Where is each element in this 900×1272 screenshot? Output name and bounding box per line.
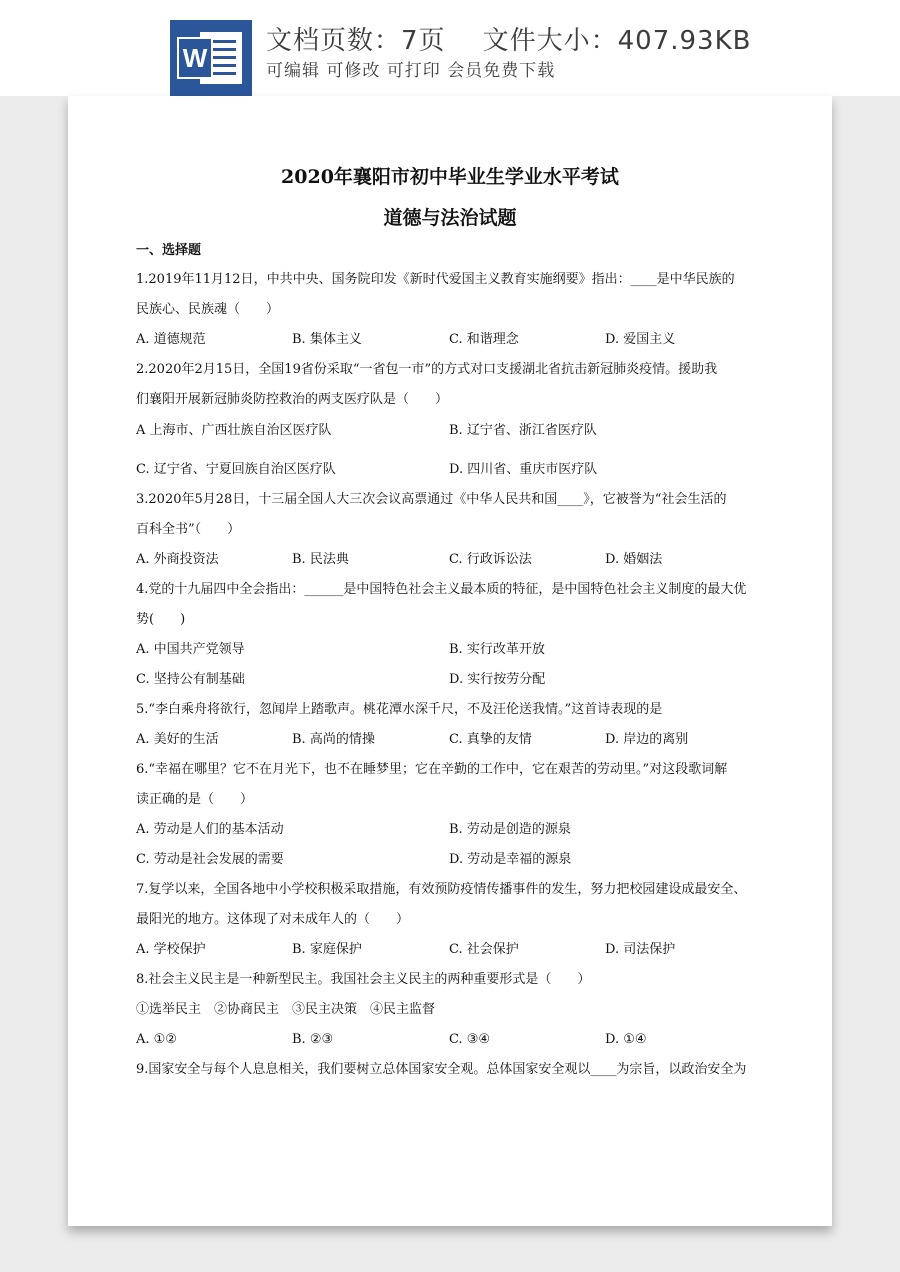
q2-option-a: A 上海市、广西壮族自治区医疗队 (136, 423, 332, 438)
q6-option-b: B. 劳动是创造的源泉 (449, 822, 571, 837)
question-6-line-2: 读正确的是（ ） (136, 792, 254, 807)
q7-option-a: A. 学校保护 (136, 942, 206, 957)
q8-option-a: A. ①② (136, 1032, 177, 1047)
question-4-line-1: 4.党的十九届四中全会指出：______是中国特色社会主义最本质的特征，是中国特色社会主义制度的最大优 (136, 582, 747, 597)
q8-option-c: C. ③④ (449, 1032, 491, 1047)
question-8-line-2: ①选举民主 ②协商民主 ③民主决策 ④民主监督 (136, 1002, 436, 1017)
q8-option-b: B. ②③ (292, 1032, 334, 1047)
question-9-line-1: 9.国家安全与每个人息息相关，我们要树立总体国家安全观。总体国家安全观以____为宗旨，以政治安全为 (136, 1062, 747, 1077)
q3-option-a: A. 外商投资法 (136, 552, 219, 567)
q8-option-d: D. ①④ (605, 1032, 647, 1047)
q1-option-b: B. 集体主义 (292, 332, 362, 347)
section-heading: 一、选择题 (136, 243, 202, 258)
question-6-line-1: 6.“幸福在哪里？它不在月光下，也不在睡梦里；它在辛勤的工作中，它在艰苦的劳动里。”对这段歌词解 (136, 762, 728, 777)
question-2-line-1: 2.2020年2月15日，全国19省份采取“一省包一市”的方式对口支援湖北省抗击新冠肺炎疫情。援助我 (136, 362, 718, 377)
q3-option-c: C. 行政诉讼法 (449, 552, 532, 567)
download-banner (0, 0, 900, 96)
question-5-line-1: 5.“李白乘舟将欲行，忽闻岸上踏歌声。桃花潭水深千尺，不及汪伦送我情。”这首诗表现的是 (136, 702, 663, 717)
q1-option-a: A. 道德规范 (136, 332, 206, 347)
q2-option-b: B. 辽宁省、浙江省医疗队 (449, 423, 597, 438)
question-7-line-1: 7.复学以来，全国各地中小学校积极采取措施，有效预防疫情传播事件的发生，努力把校园建设成最安全、 (136, 882, 747, 897)
question-3-line-1: 3.2020年5月28日，十三届全国人大三次会议高票通过《中华人民共和国____》，它被誉为“社会生活的 (136, 492, 727, 507)
q4-option-d: D. 实行按劳分配 (449, 672, 546, 687)
feature-line: 可编辑 可修改 可打印 会员免费下载 (266, 61, 556, 81)
q3-option-b: B. 民法典 (292, 552, 349, 567)
exam-title: 2020年襄阳市初中毕业生学业水平考试 (281, 166, 619, 188)
document-page (68, 96, 832, 1226)
q2-option-c: C. 辽宁省、宁夏回族自治区医疗队 (136, 462, 336, 477)
q5-option-a: A. 美好的生活 (136, 732, 219, 747)
word-document-icon (170, 20, 252, 96)
page-count: 文档页数：7页 (266, 26, 446, 56)
exam-subject: 道德与法治试题 (383, 207, 517, 229)
file-info-line (266, 20, 751, 57)
question-1-line-1: 1.2019年11月12日，中共中央、国务院印发《新时代爱国主义教育实施纲要》指出：____是中华民族的 (136, 272, 735, 287)
q6-option-a: A. 劳动是人们的基本活动 (136, 822, 284, 837)
q7-option-d: D. 司法保护 (605, 942, 676, 957)
question-2-line-2: 们襄阳开展新冠肺炎防控救治的两支医疗队是（ ） (136, 392, 449, 407)
q7-option-b: B. 家庭保护 (292, 942, 362, 957)
logo-letter: W (182, 43, 208, 73)
q7-option-c: C. 社会保护 (449, 942, 519, 957)
q5-option-d: D. 岸边的离别 (605, 732, 689, 747)
q4-option-c: C. 坚持公有制基础 (136, 672, 245, 687)
q5-option-c: C. 真挚的友情 (449, 732, 532, 747)
q6-option-d: D. 劳动是幸福的源泉 (449, 852, 572, 867)
question-4-line-2: 势( ) (136, 612, 186, 627)
q5-option-b: B. 高尚的情操 (292, 732, 375, 747)
q3-option-d: D. 婚姻法 (605, 552, 663, 567)
question-7-line-2: 最阳光的地方。这体现了对未成年人的（ ） (136, 912, 410, 927)
file-size: 文件大小：407.93KB (482, 26, 752, 56)
q1-option-d: D. 爱国主义 (605, 332, 676, 347)
q1-option-c: C. 和谐理念 (449, 332, 519, 347)
q6-option-c: C. 劳动是社会发展的需要 (136, 852, 284, 867)
question-1-line-2: 民族心、民族魂（ ） (136, 302, 280, 317)
q2-option-d: D. 四川省、重庆市医疗队 (449, 462, 598, 477)
question-8-line-1: 8.社会主义民主是一种新型民主。我国社会主义民主的两种重要形式是（ ） (136, 972, 591, 987)
q4-option-a: A. 中国共产党领导 (136, 642, 245, 657)
q4-option-b: B. 实行改革开放 (449, 642, 545, 657)
question-3-line-2: 百科全书”（ ） (136, 522, 241, 537)
